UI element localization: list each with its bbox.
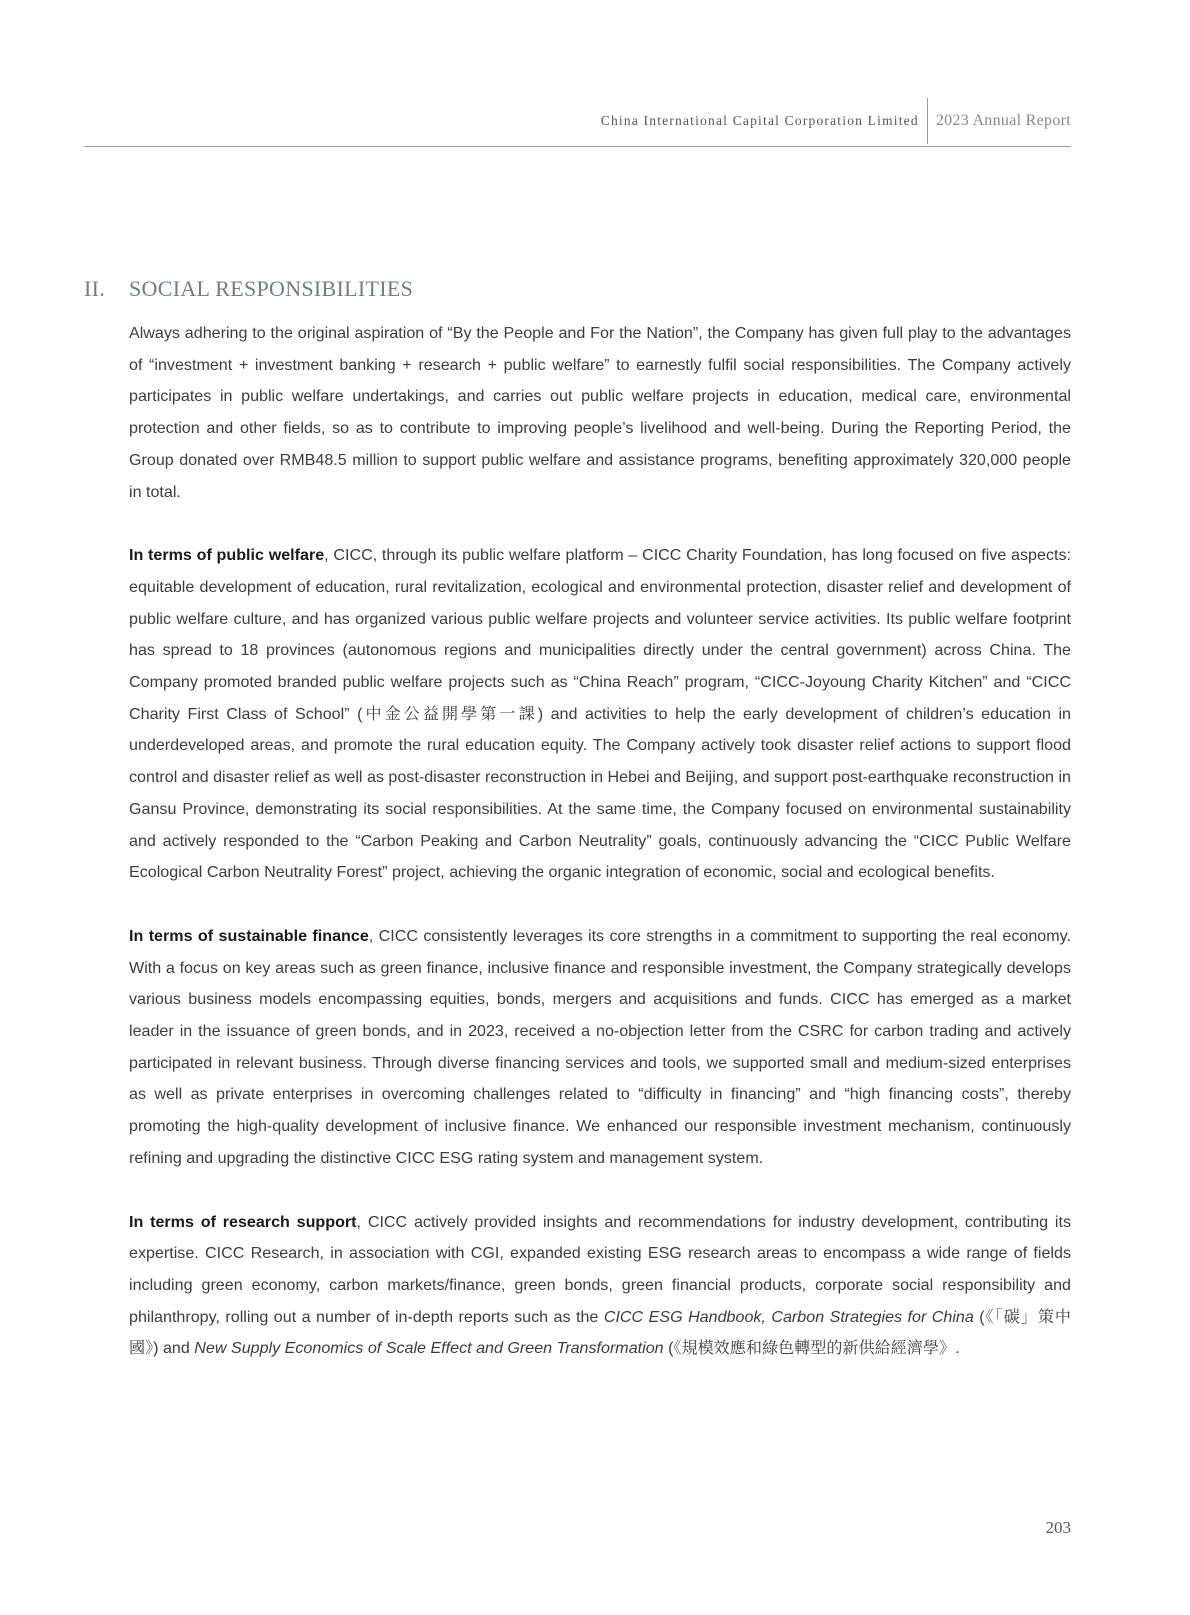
public-welfare-text: , CICC, through its public welfare platform – CICC Charity Foundation, has long focused on five aspects: equitable development of education, rural revitalization, ecological and environmental protection, disaster relief and development of public welfare culture, and has organized various public welfare projects and volunteer service activities. Its public welfare footprint has spread to 18 provinces (autonomous regions and municipalities directly under the central government) across China. The Company promoted branded public welfare projects such as “China Reach” program, “CICC-Joyoung Charity Kitchen” and “CICC Charity First Class of School” (中金公益開學第一課) and activities to help the early development of children’s education in underdeveloped areas, and promote the rural education equity. The Company actively took disaster relief actions to support flood control and disaster relief as well as post-disaster reconstruction in Hebei and Beijing, and support post-earthquake reconstruction in Gansu Province, demonstrating its social responsibilities. At the same time, the Company focused on environmental sustainability and actively responded to the “Carbon Peaking and Carbon Neutrality” goals, continuously advancing the “CICC Public Welfare Ecological Carbon Neutrality Forest” project, achieving the organic integration of economic, social and ecological benefits. [129, 546, 1071, 882]
research-support-paragraph [129, 1207, 1071, 1366]
section-heading [84, 276, 413, 302]
public-welfare-lead: In terms of public welfare [129, 546, 325, 565]
research-support-text-c: (《規模效應和綠色轉型的新供給經濟學》. [663, 1339, 960, 1358]
research-support-text-b: (《「碳」策中國》) and [129, 1307, 1071, 1358]
section-title: SOCIAL RESPONSIBILITIES [129, 276, 414, 301]
company-name: China International Capital Corporation Limited [600, 113, 919, 128]
report-title-1: CICC ESG Handbook, Carbon Strategies for China [603, 1307, 974, 1326]
report-title-2: New Supply Economics of Scale Effect and Green Transformation [194, 1339, 664, 1358]
page-number: 203 [1045, 1518, 1071, 1537]
intro-paragraph [129, 318, 1071, 508]
body-content [129, 318, 1071, 1397]
sustainable-finance-paragraph [129, 921, 1071, 1175]
sustainable-finance-text: , CICC consistently leverages its core strengths in a commitment to supporting the real economy. With a focus on key areas such as green finance, inclusive finance and responsible investment, the Company strategically develops various business models encompassing equities, bonds, mergers and acquisitions and funds. CICC has emerged as a market leader in the issuance of green bonds, and in 2023, received a no-objection letter from the CSRC for carbon trading and actively participated in relevant business. Through diverse financing services and tools, we supported small and medium-sized enterprises as well as private enterprises in overcoming challenges related to “difficulty in financing” and “high financing costs”, thereby promoting the high-quality development of inclusive finance. We enhanced our responsible investment mechanism, continuously refining and upgrading the distinctive CICC ESG rating system and management system. [129, 926, 1071, 1167]
intro-text: Always adhering to the original aspiration of “By the People and For the Nation”, the Company has given full play to the advantages of “investment + investment banking + research + public welfare” to earnestly fulfil social responsibilities. The Company actively participates in public welfare undertakings, and carries out public welfare projects in education, medical care, environmental protection and other fields, so as to contribute to improving people’s livelihood and well-being. During the Reporting Period, the Group donated over RMB48.5 million to support public welfare and assistance programs, benefiting approximately 320,000 people in total. [129, 324, 1071, 501]
research-support-lead: In terms of research support [129, 1212, 357, 1231]
public-welfare-paragraph [129, 540, 1071, 889]
header-inner [601, 98, 1071, 144]
report-title: 2023 Annual Report [935, 112, 1071, 129]
page-header [84, 98, 1071, 147]
sustainable-finance-lead: In terms of sustainable finance [129, 926, 369, 945]
research-support-text-a: , CICC actively provided insights and recommendations for industry development, contributing its expertise. CICC Research, in association with CGI, expanded existing ESG research areas to encompass a wide range of fields including green economy, carbon markets/finance, green bonds, green financial products, corporate social responsibility and philanthropy, rolling out a number of in-depth reports such as the [129, 1212, 1071, 1326]
section-number: II. [84, 276, 106, 301]
